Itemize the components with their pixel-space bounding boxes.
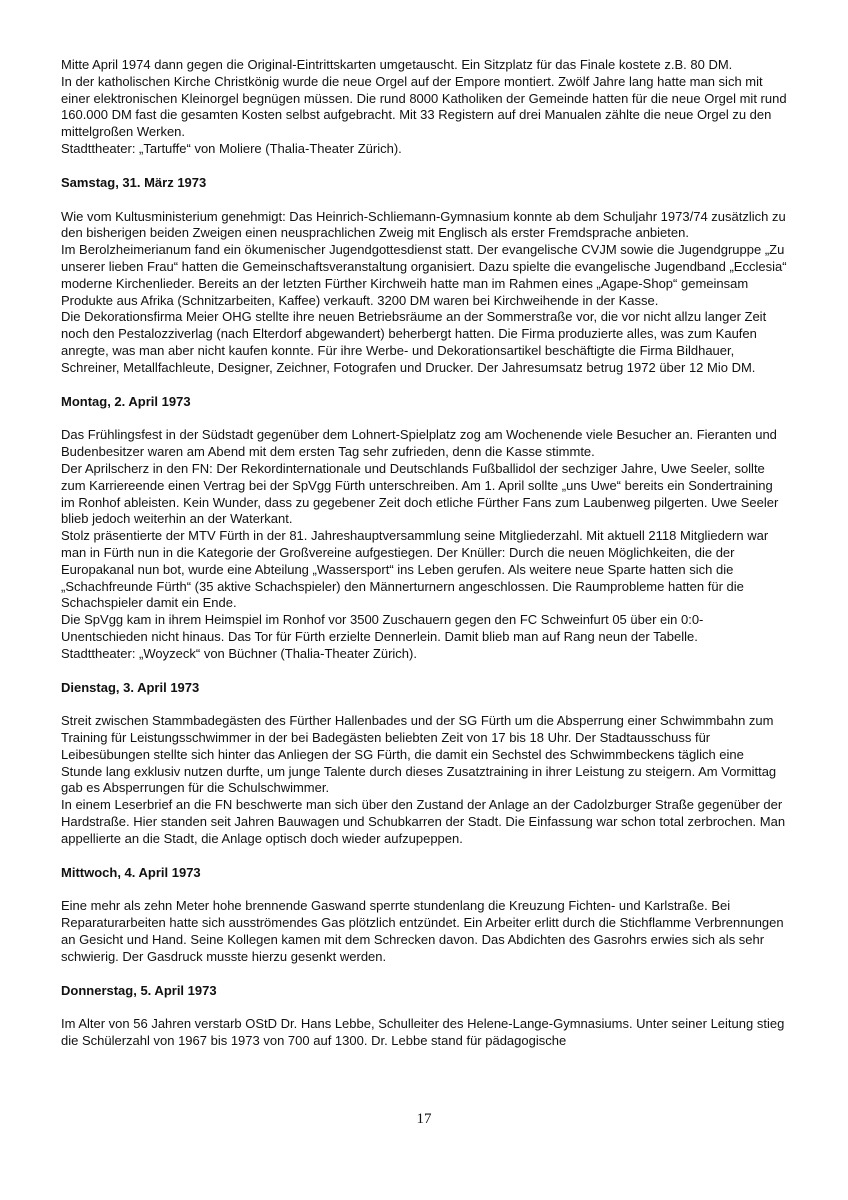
document-page (61, 57, 787, 1050)
section-paragraph: Im Alter von 56 Jahren verstarb OStD Dr. Hans Lebbe, Schulleiter des Helene-Lange-Gymnasiums. Unter seiner Leitung stieg die Schülerzahl von 1967 bis 1973 von 700 auf 1300. Dr. Lebbe stand für pädagogische (61, 1016, 785, 1049)
section-paragraph: Stadttheater: „Woyzeck“ von Büchner (Thalia-Theater Zürich). (61, 645, 417, 661)
section-heading-tuesday-3-april: Dienstag, 3. April 1973 (61, 679, 200, 695)
section-paragraph: Der Aprilscherz in den FN: Der Rekordinternationale und Deutschlands Fußballidol der sechziger Jahre, Uwe Seeler, sollte zum Karriereende einen Vertrag bei der SpVgg Fürth unterschreiben. Am 1. April sollte „uns Uwe“ bereits ein Sondertraining im Ronhof ableisten. Kein Wunder, dass zu gegebener Zeit doch etliche Fürther Fans zum Laubenweg pilgerten. Uwe Seeler blieb jedoch weiterhin an der Waterkant. (61, 460, 779, 527)
section-heading-monday-2-april: Montag, 2. April 1973 (61, 393, 191, 409)
section-paragraph: Die SpVgg kam in ihrem Heimspiel im Ronhof vor 3500 Zuschauern gegen den FC Schweinfurt 05 über ein 0:0-Unentschieden nicht hinaus. Das Tor für Fürth erzielte Dennerlein. Damit blieb man auf Rang neun der Tabelle. (61, 612, 704, 644)
intro-paragraph: In der katholischen Kirche Christkönig wurde die neue Orgel auf der Empore montiert. Zwölf Jahre lang hatte man sich mit einer elektronischen Kleinorgel begnügen müssen. Die rund 8000 Katholiken der Gemeinde hatten für die neue Orgel mit rund 160.000 DM fast die gesamten Kosten selbst aufgebracht. Mit 33 Registern auf drei Manualen zählte die neue Orgel zu den mittelgroßen Werken. (61, 73, 787, 140)
section-paragraph: In einem Leserbrief an die FN beschwerte man sich über den Zustand der Anlage an der Cadolzburger Straße gegenüber der Hardstraße. Hier standen seit Jahren Bauwagen und Schubkarren der Stadt. Die Einfassung war schon total zerbrochen. Man appellierte an die Stadt, die Anlage optisch doch wieder aufzupeppen. (61, 797, 786, 846)
section-heading-wednesday-4-april: Mittwoch, 4. April 1973 (61, 864, 201, 880)
section-heading-saturday-31-march: Samstag, 31. März 1973 (61, 174, 207, 190)
section-paragraph: Stolz präsentierte der MTV Fürth in der 81. Jahreshauptversammlung seine Mitgliederzahl. Mit aktuell 2118 Mitgliedern war man in Fürth nun in die Kategorie der Großvereine aufgestiegen. Der Knüller: Durch die neuen Möglichkeiten, die der Europakanal nun bot, wurde eine Abteilung „Wassersport“ ins Leben gerufen. Als weitere neue Sparte hatten sich die „Schachfreunde Fürth“ (35 aktive Schachspieler) den Männerturnern angeschlossen. Die Raumprobleme hatten für die Schachspieler damit ein Ende. (61, 528, 769, 611)
section-paragraph: Die Dekorationsfirma Meier OHG stellte ihre neuen Betriebsräume an der Sommerstraße vor, die vor nicht allzu langer Zeit noch den Pestalozziverlag (nach Elterdorf abgewandert) beherbergt hatten. Die Firma produzierte alles, was zum Kaufen anregte, was man aber nicht kaufen konnte. Für ihre Werbe- und Dekorationsartikel beschäftigte die Firma Bildhauer, Schreiner, Metallfachleute, Designer, Zeichner, Fotografen und Drucker. Der Jahresumsatz betrug 1972 über 12 Mio DM. (61, 309, 767, 375)
intro-paragraph: Stadttheater: „Tartuffe“ von Moliere (Thalia-Theater Zürich). (61, 140, 402, 156)
section-paragraph: Wie vom Kultusministerium genehmigt: Das Heinrich-Schliemann-Gymnasium konnte ab dem Schuljahr 1973/74 zusätzlich zu den bisherigen beiden Zweigen einen neusprachlichen Zweig mit Englisch als erster Fremdsprache anbieten. (61, 208, 786, 241)
section-paragraph: Das Frühlingsfest in der Südstadt gegenüber dem Lohnert-Spielplatz zog am Wochenende viele Besucher an. Fieranten und Budenbesitzer waren am Abend mit dem ersten Tag sehr zufrieden, denn die Kasse stimmte. (61, 427, 777, 460)
intro-paragraph: Mitte April 1974 dann gegen die Original-Eintrittskarten umgetauscht. Ein Sitzplatz für das Finale kostete z.B. 80 DM. (61, 57, 733, 72)
section-paragraph: Streit zwischen Stammbadegästen des Fürther Hallenbades und der SG Fürth um die Absperrung einer Schwimmbahn zum Training für Leistungsschwimmer in der bei Badegästen beliebten Zeit von 17 bis 18 Uhr. Der Stadtausschuss für Leibesübungen stellte sich hinter das Anliegen der SG Fürth, die damit ein Sechstel des Schwimmbeckens täglich eine Stunde lang exklusiv nutzen durfte, um junge Talente durch dieses Zusatztraining in ihrer Leistung zu steigern. Am Vormittag gab es Absperrungen für die Schulschwimmer. (61, 713, 777, 796)
section-paragraph: Eine mehr als zehn Meter hohe brennende Gaswand sperrte stundenlang die Kreuzung Fichten- und Karlstraße. Bei Reparaturarbeiten hatte sich ausströmendes Gas plötzlich entzündet. Ein Arbeiter erlitt durch die Stichflamme Verbrennungen an Gesicht und Hand. Seine Kollegen kamen mit dem Schrecken davon. Das Abdichten des Gasrohrs erwies sich als sehr schwierig. Der Gasdruck musste hierzu gesenkt werden. (61, 898, 784, 964)
section-paragraph: Im Berolzheimerianum fand ein ökumenischer Jugendgottesdienst statt. Der evangelische CVJM sowie die Jugendgruppe „Zu unserer lieben Frau“ hatten die Gemeinschaftsveranstaltung organisiert. Dazu spielte die evangelische Jugendband „Ecclesia“ moderne Kirchenlieder. Bereits an der letzten Fürther Kirchweih hatte man im Rahmen eines „Agape-Shop“ gemeinsam Produkte aus Afrika (Schnitzarbeiten, Kaffee) verkauft. 3200 DM waren bei Kirchweihende in der Kasse. (61, 242, 787, 308)
section-heading-thursday-5-april: Donnerstag, 5. April 1973 (61, 982, 217, 998)
page-number: 17 (416, 1111, 432, 1127)
